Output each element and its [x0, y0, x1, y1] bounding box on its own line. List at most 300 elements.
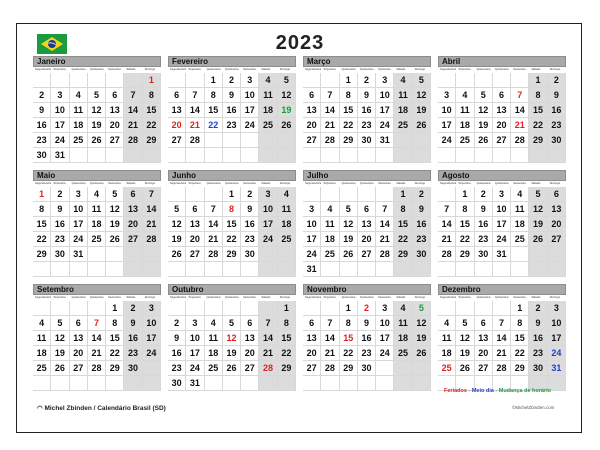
- day-cell: 6: [124, 187, 142, 202]
- day-cell: 18: [88, 217, 106, 232]
- day-cell: 15: [33, 217, 51, 232]
- day-cell: 22: [106, 346, 124, 361]
- weekday-label: Sexta-feira: [106, 295, 124, 301]
- day-cell: 9: [241, 202, 259, 217]
- month-novembro: [303, 284, 431, 391]
- empty-day-cell: [358, 187, 376, 202]
- empty-day-cell: [106, 376, 124, 391]
- day-cell: 13: [168, 103, 186, 118]
- empty-day-cell: [394, 133, 412, 148]
- weekday-label: Quinta-feira: [358, 295, 376, 301]
- empty-day-cell: [321, 262, 339, 277]
- day-cell: 11: [33, 331, 51, 346]
- empty-day-cell: [321, 73, 339, 88]
- weekday-label: Segunda-feira: [440, 182, 457, 185]
- empty-day-cell: [548, 262, 566, 277]
- empty-day-cell: [493, 301, 511, 316]
- day-cell: 11: [205, 331, 223, 346]
- empty-day-cell: [278, 376, 296, 391]
- empty-day-cell: [438, 148, 456, 163]
- weekday-label: Quarta-feira: [340, 295, 358, 301]
- day-cell: 30: [168, 376, 186, 391]
- empty-day-cell: [475, 262, 493, 277]
- day-cell: 28: [511, 133, 529, 148]
- legend-half-day: Meio dia: [471, 388, 494, 394]
- weekday-label: Sexta-feira: [376, 295, 394, 301]
- day-cell: 3: [70, 187, 88, 202]
- empty-day-cell: [241, 301, 259, 316]
- empty-day-cell: [205, 187, 223, 202]
- legend-separator: -: [466, 388, 472, 394]
- weekday-label: Terça-feira: [51, 67, 69, 73]
- empty-day-cell: [124, 148, 142, 163]
- day-cell: 1: [223, 187, 241, 202]
- day-cell: 5: [106, 187, 124, 202]
- day-cell: 1: [340, 301, 358, 316]
- day-cell: 3: [186, 316, 204, 331]
- day-cell: 14: [321, 103, 339, 118]
- weekday-label: Sexta-feira: [511, 181, 529, 187]
- empty-day-cell: [511, 247, 529, 262]
- empty-day-cell: [168, 187, 186, 202]
- weekday-label: Quarta-feira: [70, 181, 88, 187]
- empty-day-cell: [88, 148, 106, 163]
- day-cell: 28: [321, 133, 339, 148]
- empty-day-cell: [259, 133, 277, 148]
- day-cell: 8: [456, 202, 474, 217]
- day-cell: 2: [358, 301, 376, 316]
- weekday-label: Terça-feira: [456, 67, 474, 73]
- day-cell: 18: [70, 118, 88, 133]
- day-cell: 3: [493, 187, 511, 202]
- day-cell: 7: [511, 88, 529, 103]
- weekday-label: Quarta-feira: [340, 67, 358, 73]
- weekday-label: Domingo: [548, 295, 566, 301]
- day-cell: 15: [394, 217, 412, 232]
- day-cell: 19: [456, 346, 474, 361]
- empty-day-cell: [186, 187, 204, 202]
- day-cell: 18: [394, 331, 412, 346]
- day-cell: 29: [456, 247, 474, 262]
- empty-day-cell: [168, 262, 186, 277]
- day-cell: 9: [51, 202, 69, 217]
- day-cell: 19: [340, 232, 358, 247]
- day-cell: 31: [303, 262, 321, 277]
- empty-day-cell: [529, 262, 547, 277]
- day-grid: [168, 73, 296, 163]
- month-fevereiro: [168, 56, 296, 163]
- empty-day-cell: [413, 376, 431, 391]
- day-cell: 18: [321, 232, 339, 247]
- day-cell: 4: [88, 187, 106, 202]
- empty-day-cell: [205, 376, 223, 391]
- day-cell: 17: [438, 118, 456, 133]
- day-cell: 7: [88, 316, 106, 331]
- day-cell: 2: [413, 187, 431, 202]
- day-cell: 10: [376, 316, 394, 331]
- empty-day-cell: [168, 73, 186, 88]
- day-cell: 8: [278, 316, 296, 331]
- weekday-label: Domingo: [278, 67, 296, 73]
- day-cell: 31: [70, 247, 88, 262]
- day-cell: 10: [186, 331, 204, 346]
- weekday-label: Quarta-feira: [475, 67, 493, 73]
- day-cell: 26: [51, 361, 69, 376]
- empty-day-cell: [413, 361, 431, 376]
- day-cell: 21: [186, 118, 204, 133]
- day-cell: 19: [106, 217, 124, 232]
- day-cell: 13: [241, 331, 259, 346]
- day-cell: 10: [376, 88, 394, 103]
- empty-day-cell: [548, 247, 566, 262]
- footer-credit: [37, 404, 166, 412]
- day-cell: 12: [529, 202, 547, 217]
- day-cell: 24: [438, 133, 456, 148]
- day-cell: 4: [438, 316, 456, 331]
- day-cell: 13: [475, 331, 493, 346]
- day-cell: 22: [143, 118, 161, 133]
- day-cell: 1: [205, 73, 223, 88]
- weekday-label: Segunda-feira: [305, 182, 322, 185]
- day-cell: 6: [303, 88, 321, 103]
- weekday-label: Quinta-feira: [358, 67, 376, 73]
- day-cell: 8: [106, 316, 124, 331]
- day-cell: 10: [143, 316, 161, 331]
- day-cell: 9: [548, 88, 566, 103]
- day-cell: 22: [205, 118, 223, 133]
- day-cell: 6: [548, 187, 566, 202]
- empty-day-cell: [33, 376, 51, 391]
- day-cell: 5: [413, 301, 431, 316]
- day-cell: 15: [340, 331, 358, 346]
- empty-day-cell: [143, 376, 161, 391]
- footer-credit-text: Michel Zbinden / Calendário Brasil (SD): [44, 405, 166, 412]
- day-cell: 19: [413, 331, 431, 346]
- day-grid: [168, 301, 296, 391]
- month-julho: [303, 170, 431, 277]
- month-name: Novembro: [303, 284, 431, 295]
- day-cell: 28: [143, 232, 161, 247]
- month-name: Junho: [168, 170, 296, 181]
- day-cell: 15: [529, 103, 547, 118]
- empty-day-cell: [511, 262, 529, 277]
- day-cell: 16: [358, 331, 376, 346]
- empty-day-cell: [259, 301, 277, 316]
- month-junho: [168, 170, 296, 277]
- day-cell: 12: [51, 331, 69, 346]
- weekday-label: Quarta-feira: [475, 181, 493, 187]
- day-cell: 25: [394, 118, 412, 133]
- empty-day-cell: [124, 73, 142, 88]
- day-cell: 26: [168, 247, 186, 262]
- day-cell: 3: [303, 202, 321, 217]
- day-cell: 27: [241, 361, 259, 376]
- day-cell: 21: [143, 217, 161, 232]
- day-cell: 15: [143, 103, 161, 118]
- day-cell: 17: [303, 232, 321, 247]
- day-cell: 11: [394, 88, 412, 103]
- empty-day-cell: [303, 148, 321, 163]
- day-cell: 4: [33, 316, 51, 331]
- empty-day-cell: [259, 247, 277, 262]
- empty-day-cell: [186, 301, 204, 316]
- day-cell: 15: [340, 103, 358, 118]
- day-cell: 3: [241, 73, 259, 88]
- year-title: 2023: [275, 32, 325, 54]
- empty-day-cell: [241, 262, 259, 277]
- day-cell: 20: [548, 217, 566, 232]
- weekday-label: Terça-feira: [456, 295, 474, 301]
- day-cell: 6: [186, 202, 204, 217]
- day-cell: 8: [529, 88, 547, 103]
- empty-day-cell: [511, 148, 529, 163]
- day-cell: 21: [376, 232, 394, 247]
- day-cell: 24: [376, 346, 394, 361]
- empty-day-cell: [358, 262, 376, 277]
- empty-day-cell: [124, 376, 142, 391]
- weekday-label: Domingo: [413, 295, 431, 301]
- day-cell: 30: [529, 361, 547, 376]
- empty-day-cell: [51, 301, 69, 316]
- day-cell: 8: [33, 202, 51, 217]
- day-cell: 7: [143, 187, 161, 202]
- day-cell: 25: [33, 361, 51, 376]
- weekday-label: Sábado: [394, 295, 412, 301]
- day-cell: 6: [106, 88, 124, 103]
- day-cell: 22: [511, 346, 529, 361]
- day-cell: 26: [223, 361, 241, 376]
- day-cell: 24: [70, 232, 88, 247]
- empty-day-cell: [88, 247, 106, 262]
- empty-day-cell: [143, 148, 161, 163]
- weekday-label: Quarta-feira: [205, 181, 223, 187]
- day-cell: 15: [205, 103, 223, 118]
- empty-day-cell: [321, 376, 339, 391]
- day-cell: 3: [51, 88, 69, 103]
- day-cell: 29: [278, 361, 296, 376]
- footer-website: ©MichelZbinden.com: [512, 405, 555, 410]
- day-cell: 21: [321, 346, 339, 361]
- day-cell: 27: [106, 133, 124, 148]
- day-cell: 2: [33, 88, 51, 103]
- day-cell: 24: [143, 346, 161, 361]
- month-name: Dezembro: [438, 284, 566, 295]
- day-cell: 20: [475, 346, 493, 361]
- empty-day-cell: [438, 262, 456, 277]
- day-cell: 18: [33, 346, 51, 361]
- day-cell: 1: [529, 73, 547, 88]
- day-cell: 23: [124, 346, 142, 361]
- day-cell: 9: [168, 331, 186, 346]
- day-cell: 23: [529, 346, 547, 361]
- day-cell: 26: [340, 247, 358, 262]
- day-cell: 6: [168, 88, 186, 103]
- day-cell: 24: [493, 232, 511, 247]
- day-cell: 17: [493, 217, 511, 232]
- empty-day-cell: [33, 73, 51, 88]
- day-cell: 29: [223, 247, 241, 262]
- month-abril: [438, 56, 566, 163]
- day-cell: 1: [33, 187, 51, 202]
- day-cell: 29: [143, 133, 161, 148]
- weekday-label: Terça-feira: [456, 181, 474, 187]
- legend: [444, 388, 551, 394]
- day-cell: 24: [548, 346, 566, 361]
- day-cell: 13: [106, 103, 124, 118]
- day-cell: 22: [223, 232, 241, 247]
- day-cell: 9: [124, 316, 142, 331]
- day-cell: 9: [413, 202, 431, 217]
- day-cell: 3: [438, 88, 456, 103]
- weekday-label: Quarta-feira: [70, 67, 88, 73]
- day-cell: 12: [106, 202, 124, 217]
- day-cell: 25: [394, 346, 412, 361]
- day-cell: 6: [358, 202, 376, 217]
- empty-day-cell: [259, 148, 277, 163]
- day-cell: 17: [241, 103, 259, 118]
- day-grid: [168, 187, 296, 277]
- month-name: Abril: [438, 56, 566, 67]
- day-cell: 14: [88, 331, 106, 346]
- weekday-label: Terça-feira: [186, 67, 204, 73]
- empty-day-cell: [413, 262, 431, 277]
- day-cell: 30: [358, 361, 376, 376]
- day-cell: 17: [259, 217, 277, 232]
- weekday-label: Quinta-feira: [358, 181, 376, 187]
- month-name: Agosto: [438, 170, 566, 181]
- day-cell: 1: [278, 301, 296, 316]
- day-cell: 20: [493, 118, 511, 133]
- month-março: [303, 56, 431, 163]
- day-cell: 23: [51, 232, 69, 247]
- empty-day-cell: [186, 73, 204, 88]
- day-cell: 23: [358, 346, 376, 361]
- weekday-label: Sexta-feira: [511, 295, 529, 301]
- day-cell: 11: [278, 202, 296, 217]
- weekday-label: Segunda-feira: [305, 68, 322, 71]
- day-cell: 21: [438, 232, 456, 247]
- weekday-label: Terça-feira: [51, 295, 69, 301]
- day-cell: 30: [51, 247, 69, 262]
- day-cell: 6: [241, 316, 259, 331]
- day-cell: 18: [394, 103, 412, 118]
- weekday-label: Sexta-feira: [241, 181, 259, 187]
- day-cell: 11: [511, 202, 529, 217]
- weekday-label: Domingo: [548, 181, 566, 187]
- empty-day-cell: [394, 262, 412, 277]
- weekday-label: Sábado: [124, 67, 142, 73]
- day-cell: 8: [223, 202, 241, 217]
- empty-day-cell: [88, 262, 106, 277]
- weekday-label: Sexta-feira: [106, 181, 124, 187]
- day-cell: 4: [321, 202, 339, 217]
- legend-dst: Mudança de horário: [498, 388, 551, 394]
- day-cell: 27: [186, 247, 204, 262]
- day-cell: 25: [259, 118, 277, 133]
- day-cell: 2: [124, 301, 142, 316]
- empty-day-cell: [376, 262, 394, 277]
- day-cell: 11: [88, 202, 106, 217]
- day-cell: 10: [241, 88, 259, 103]
- day-cell: 4: [278, 187, 296, 202]
- day-cell: 28: [493, 361, 511, 376]
- day-grid: [33, 73, 161, 163]
- day-cell: 23: [475, 232, 493, 247]
- month-name: Janeiro: [33, 56, 161, 67]
- day-cell: 13: [548, 202, 566, 217]
- empty-day-cell: [529, 148, 547, 163]
- day-cell: 10: [303, 217, 321, 232]
- empty-day-cell: [438, 301, 456, 316]
- month-dezembro: [438, 284, 566, 391]
- day-cell: 4: [456, 88, 474, 103]
- day-cell: 13: [186, 217, 204, 232]
- day-cell: 2: [241, 187, 259, 202]
- empty-day-cell: [33, 301, 51, 316]
- empty-day-cell: [456, 262, 474, 277]
- weekday-label: Sexta-feira: [241, 295, 259, 301]
- empty-day-cell: [70, 73, 88, 88]
- day-cell: 14: [321, 331, 339, 346]
- weekday-label: Quinta-feira: [223, 181, 241, 187]
- day-cell: 14: [205, 217, 223, 232]
- day-cell: 17: [548, 331, 566, 346]
- day-cell: 4: [205, 316, 223, 331]
- day-cell: 15: [511, 331, 529, 346]
- day-cell: 13: [493, 103, 511, 118]
- day-cell: 29: [340, 133, 358, 148]
- empty-day-cell: [475, 73, 493, 88]
- empty-day-cell: [88, 376, 106, 391]
- empty-day-cell: [438, 73, 456, 88]
- weekday-label: Quarta-feira: [340, 181, 358, 187]
- weekday-label: Domingo: [143, 67, 161, 73]
- empty-day-cell: [358, 148, 376, 163]
- day-cell: 2: [358, 73, 376, 88]
- day-cell: 10: [548, 316, 566, 331]
- day-cell: 31: [376, 133, 394, 148]
- empty-day-cell: [438, 187, 456, 202]
- day-cell: 5: [529, 187, 547, 202]
- day-cell: 10: [259, 202, 277, 217]
- empty-day-cell: [376, 187, 394, 202]
- day-cell: 13: [358, 217, 376, 232]
- day-cell: 30: [413, 247, 431, 262]
- empty-day-cell: [33, 262, 51, 277]
- month-name: Fevereiro: [168, 56, 296, 67]
- weekday-label: Domingo: [278, 295, 296, 301]
- month-name: Outubro: [168, 284, 296, 295]
- empty-day-cell: [70, 301, 88, 316]
- weekday-label: Sábado: [259, 67, 277, 73]
- empty-day-cell: [278, 262, 296, 277]
- weekday-label: Sábado: [529, 67, 547, 73]
- empty-day-cell: [413, 148, 431, 163]
- day-cell: 9: [358, 316, 376, 331]
- day-cell: 26: [456, 361, 474, 376]
- day-cell: 24: [186, 361, 204, 376]
- day-grid: [33, 187, 161, 277]
- weekday-label: Domingo: [548, 67, 566, 73]
- day-cell: 27: [168, 133, 186, 148]
- empty-day-cell: [278, 133, 296, 148]
- day-cell: 14: [259, 331, 277, 346]
- day-cell: 26: [88, 133, 106, 148]
- day-cell: 5: [51, 316, 69, 331]
- day-cell: 27: [70, 361, 88, 376]
- empty-day-cell: [394, 361, 412, 376]
- weekday-label: Segunda-feira: [35, 68, 52, 71]
